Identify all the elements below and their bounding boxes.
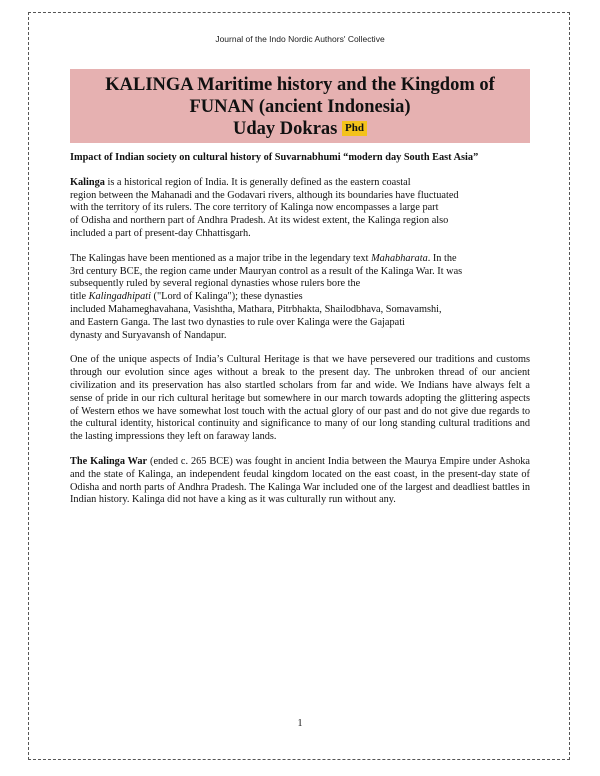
para2-line-3: subsequently ruled by several regional dynasties whose rulers bore the (70, 278, 361, 290)
para2-line-7: dynasty and Suryavansh of Nandapur. (70, 329, 227, 341)
para2-line-6: and Eastern Ganga. The last two dynasties to rule over Kalinga were the Gajapati (70, 316, 405, 328)
title-box (70, 69, 530, 143)
para2-line-4-pre: title (70, 291, 89, 303)
term-mahabharata: Mahabharata (371, 252, 428, 264)
paragraph-kalinga-dynasties (70, 253, 530, 343)
para1-line-5: included a part of present-day Chhattisgarh. (70, 227, 251, 239)
page-number: 1 (297, 718, 303, 729)
title-line-1: KALINGA Maritime history and the Kingdom of (105, 75, 495, 95)
author-name: Uday Dokras (233, 119, 338, 139)
article-body (70, 152, 530, 519)
para2-line-2: 3rd century BCE, the region came under Mauryan control as a result of the Kalinga War. It was (70, 265, 463, 277)
para1-line-4: of Odisha and northern part of Andhra Pradesh. At its widest extent, the Kalinga region also (70, 215, 449, 227)
paragraph-cultural-heritage: One of the unique aspects of India’s Cultural Heritage is that we have persevered our traditions and customs through our evolution since ages without a break to the present day. The unbroken thread of our ancient civilization and its preservation has also startled scholars from far and wide. We Indians have always felt a sense of pride in our rich cultural heritage but somewhere in our march towards adopting the glittering aspects of Western ethos we have somewhat lost touch with the actual glory of our past and do not give due regards to the cultural identity, historical continuity and significance to many of our long standing cultural traditions and the lasting impressions they left on faraway lands. (70, 354, 530, 443)
para1-line-2: region between the Mahanadi and the Godavari rivers, although its boundaries have fluctuated (70, 189, 459, 201)
term-kalingadhipati: Kalingadhipati (88, 291, 151, 303)
journal-header: Journal of the Indo Nordic Authors' Collective (215, 34, 385, 44)
article-subheading: Impact of Indian society on cultural history of Suvarnabhumi “modern day South East Asia” (70, 152, 479, 163)
para4-text: (ended c. 265 BCE) was fought in ancient India between the Maurya Empire under Ashoka and the state of Kalinga, an independent feudal kingdom located on the east coast, in the present-day state of Odisha and north parts of Andhra Pradesh. The Kalinga War included one of the largest and deadliest battles in Indian history. Kalinga did not have a king as it was culturally run without any. (70, 455, 530, 506)
title-line-2: FUNAN (ancient Indonesia) (189, 97, 411, 117)
para2-line-1-pre: The Kalingas have been mentioned as a major tribe in the legendary text (70, 252, 372, 264)
para2-line-1-post: . In the (427, 252, 457, 264)
paragraph-kalinga-intro (70, 177, 530, 241)
para1-line-3: with the territory of its rulers. The core territory of Kalinga now encompasses a large part (70, 202, 439, 214)
author-line (70, 118, 530, 140)
para1-line-1: is a historical region of India. It is generally defined as the eastern coastal (104, 176, 411, 188)
term-kalinga-war: The Kalinga War (70, 455, 148, 467)
para2-line-5: included Mahameghavahana, Vasishtha, Mathara, Pitrbhakta, Shailodbhava, Somavamshi, (70, 303, 442, 315)
paragraph-kalinga-war (70, 456, 530, 507)
term-kalinga: Kalinga (70, 176, 105, 188)
para2-line-4-post: ("Lord of Kalinga"); these dynasties (150, 291, 303, 303)
degree-badge: Phd (342, 121, 367, 136)
